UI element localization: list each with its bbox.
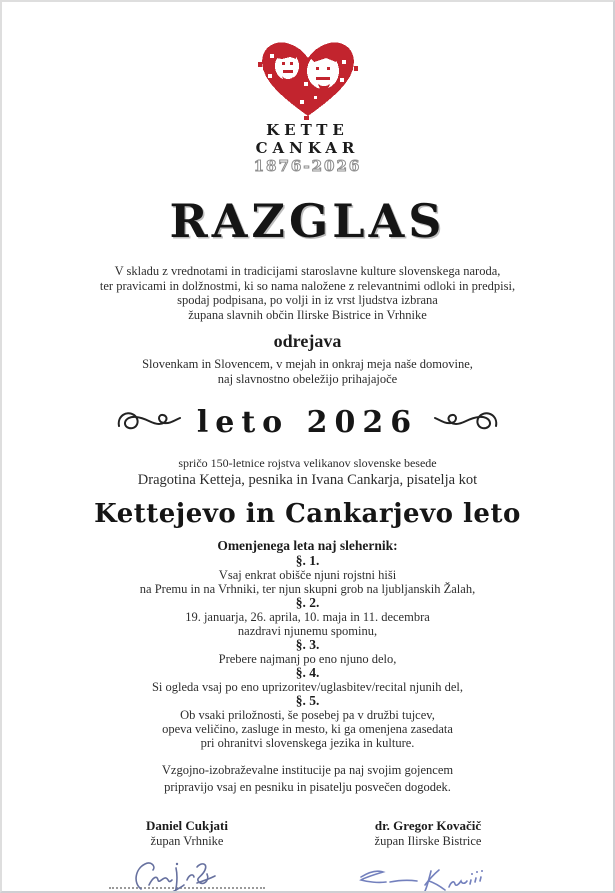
signature-block [2, 818, 613, 893]
text-line: Ob vsaki priložnosti, še posebej pa v družbi tujcev, [180, 708, 435, 722]
text-line: 19. januarja, 26. aprila, 10. maja in 11. decembra [185, 610, 430, 624]
year-banner-text: leto 2026 [196, 404, 419, 440]
article-4 [2, 666, 613, 694]
text-line: na Premu in na Vrhniki, ter njun skupni grob na ljubljanskih Žalah, [139, 582, 476, 596]
article-number: §. 3. [295, 637, 320, 652]
occasion-paragraph [2, 456, 613, 489]
article-number: §. 5. [295, 693, 320, 708]
article-number: §. 4. [295, 665, 320, 680]
articles-section [2, 538, 613, 750]
signatory-name: Daniel Cukjati [146, 818, 228, 833]
signature-kovacic-icon [353, 865, 503, 893]
intro-paragraph [2, 264, 613, 322]
flourish-right-icon [432, 407, 498, 437]
text-line: nazdravi njunemu spominu, [237, 624, 378, 638]
brand-name-line1: KETTE [266, 121, 349, 139]
brand-name-line2: CANKAR [255, 139, 360, 157]
text-line: naj slavnostno obeležijo prihajajoče [217, 371, 398, 386]
text-line: pri ohranitvi slovenskega jezika in kulture. [200, 736, 415, 750]
text-line: Vsaj enkrat obišče njuni rojstni hiši [218, 568, 397, 582]
article-5 [2, 694, 613, 750]
closing-paragraph [2, 762, 613, 796]
decree-word: odrejava [273, 331, 342, 351]
article-number: §. 2. [295, 595, 320, 610]
signatory-left [107, 818, 267, 893]
text-line: spričo 150-letnice rojstva velikanov slovenske besede [178, 456, 437, 470]
articles-heading: Omenjenega leta naj slehernik: [217, 538, 398, 553]
logo [2, 2, 613, 174]
signatory-right [348, 818, 508, 893]
article-1 [2, 554, 613, 596]
text-line: Slovenkam in Slovencem, v mejah in onkraj meja naše domovine, [142, 357, 473, 371]
heart-logo-icon [256, 38, 360, 120]
main-heading: Kettejevo in Cankarjevo leto [94, 499, 521, 529]
year-banner [2, 400, 613, 444]
article-3 [2, 638, 613, 666]
text-line: Vzgojno-izobraževalne institucije pa naj svojim gojencem [161, 763, 454, 777]
text-line: pripravijo vsaj en pesniku in pisatelju posvečen dogodek. [164, 780, 451, 794]
text-line: Prebere najmanj po eno njuno delo, [218, 652, 397, 666]
text-line: V skladu z vrednotami in tradicijami staroslavne kulture slovenskega naroda, [114, 264, 501, 278]
text-line: ter pravicami in dolžnostmi, ki so nama naložene z relevantnimi odloki in predpisi, [99, 278, 516, 293]
text-line: Si ogleda vsaj po eno uprizoritev/uglasbitev/recital njunih del, [151, 680, 464, 694]
article-number: §. 1. [295, 553, 320, 568]
text-line: spodaj podpisana, po volji in iz vrst ljudstva izbrana [177, 293, 438, 307]
text-line: opeva veličino, zasluge in mesto, ki ga omenjena zasedata [162, 722, 453, 736]
page-title: RAZGLAS [169, 194, 446, 248]
brand-years: 1876-2026 [253, 157, 362, 175]
signatory-title: župan Ilirske Bistrice [374, 834, 482, 848]
signature-cukjati-icon [127, 853, 247, 893]
decree-paragraph [2, 357, 613, 386]
text-line: Dragotina Ketteja, pesnika in Ivana Cankarja, pisatelja kot [137, 472, 478, 488]
signatory-name: dr. Gregor Kovačič [374, 818, 482, 833]
text-line: župana slavnih občin Ilirske Bistrice in Vrhnike [188, 307, 427, 322]
flourish-left-icon [117, 407, 183, 437]
article-2 [2, 596, 613, 638]
signatory-title: župan Vrhnike [150, 834, 224, 848]
